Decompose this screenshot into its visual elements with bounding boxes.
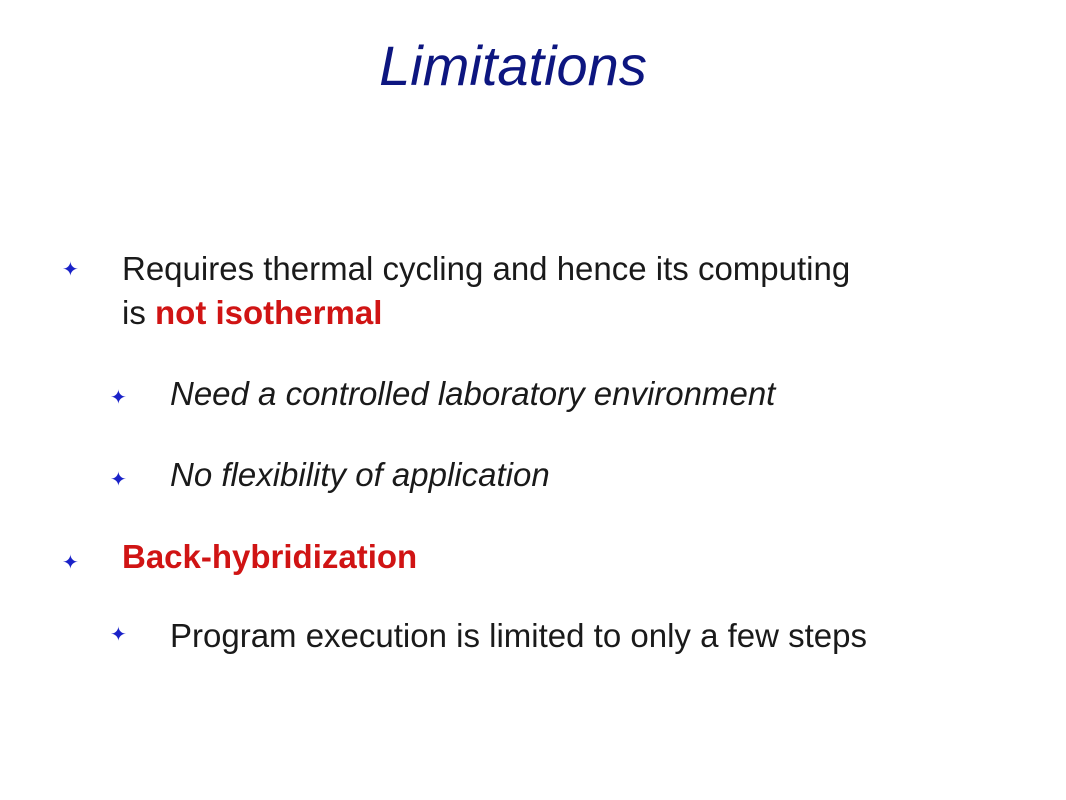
slide-title: Limitations <box>379 34 647 97</box>
star-bullet-icon: ✦ <box>110 624 127 646</box>
bullet-item-line <box>122 291 850 335</box>
bullet-item-back-hybridization: Back-hybridization <box>122 538 418 575</box>
emphasis-text: not isothermal <box>155 294 383 331</box>
star-bullet-icon: ✦ <box>110 387 127 409</box>
star-bullet-icon: ✦ <box>62 552 79 574</box>
sub-bullet-program-execution: Program execution is limited to only a few steps <box>170 617 867 654</box>
star-bullet-icon: ✦ <box>62 259 79 281</box>
bullet-item-line: Requires thermal cycling and hence its computing <box>122 250 851 287</box>
sub-bullet-controlled-environment: Need a controlled laboratory environment <box>170 375 776 412</box>
star-bullet-icon: ✦ <box>110 469 127 491</box>
sub-bullet-no-flexibility: No flexibility of application <box>170 456 550 493</box>
bullet-item-text: is <box>122 294 155 331</box>
bullet-item-thermal-cycling <box>122 247 850 335</box>
